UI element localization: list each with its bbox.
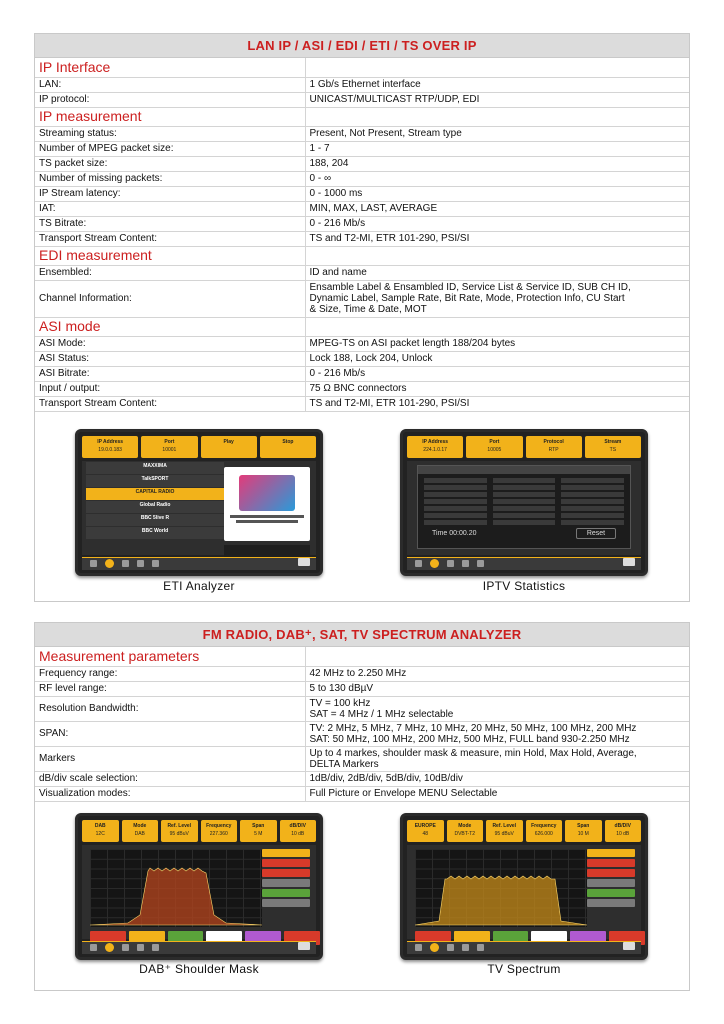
spec-label: dB/div scale selection: bbox=[35, 771, 305, 786]
time-bar bbox=[424, 526, 624, 542]
side-menu-button[interactable] bbox=[587, 869, 635, 877]
spec-value bbox=[305, 696, 689, 721]
section-banner: FM RADIO, DAB⁺, SAT, TV SPECTRUM ANALYZER bbox=[35, 623, 689, 647]
station-logo-image bbox=[224, 467, 310, 541]
side-menu-button[interactable] bbox=[262, 879, 310, 887]
statistic-cell bbox=[424, 513, 487, 518]
device-bottom-bar bbox=[407, 557, 641, 570]
field-value: 95 dBuV bbox=[494, 830, 514, 837]
spec-row bbox=[35, 126, 689, 141]
spec-row bbox=[35, 216, 689, 231]
stream-statistics-dialog bbox=[417, 465, 631, 549]
statistic-cell bbox=[561, 492, 624, 497]
top-bar-field[interactable] bbox=[605, 820, 642, 842]
spec-value-line: Present, Not Present, Stream type bbox=[309, 128, 462, 139]
group-header-row bbox=[35, 107, 689, 126]
field-label: Port bbox=[489, 438, 500, 445]
top-bar-field[interactable] bbox=[565, 820, 602, 842]
spec-label: Channel Information: bbox=[35, 280, 305, 317]
field-label: Frequency bbox=[206, 822, 232, 829]
menu-button[interactable] bbox=[298, 558, 310, 566]
service-name: MAXXIMA bbox=[143, 462, 167, 469]
spec-row bbox=[35, 280, 689, 317]
group-spacer bbox=[305, 246, 689, 265]
spec-label: ASI Bitrate: bbox=[35, 366, 305, 381]
spec-value bbox=[305, 141, 689, 156]
field-value: TS bbox=[609, 446, 617, 453]
device-screen-body bbox=[82, 845, 316, 939]
side-menu bbox=[262, 849, 310, 909]
spec-row bbox=[35, 336, 689, 351]
spec-row bbox=[35, 231, 689, 246]
menu-icon[interactable] bbox=[105, 943, 114, 952]
field-label: dB/DIV bbox=[614, 822, 631, 829]
field-label: Port bbox=[164, 438, 175, 445]
dialog-header bbox=[418, 466, 630, 474]
statistic-cell bbox=[493, 492, 556, 497]
side-menu-button[interactable] bbox=[262, 869, 310, 877]
spec-value bbox=[305, 171, 689, 186]
spec-value-line: Full Picture or Envelope MENU Selectable bbox=[309, 788, 498, 799]
menu-icon[interactable] bbox=[105, 559, 114, 568]
spec-label: ASI Status: bbox=[35, 351, 305, 366]
side-menu-button[interactable] bbox=[587, 879, 635, 887]
field-label: dB/DIV bbox=[289, 822, 306, 829]
top-bar-field[interactable] bbox=[526, 436, 582, 458]
spec-row bbox=[35, 366, 689, 381]
logo-graphic bbox=[239, 475, 295, 511]
statistics-grid bbox=[418, 474, 630, 529]
menu-icon[interactable] bbox=[430, 559, 439, 568]
field-value: 10005 bbox=[487, 446, 502, 453]
service-list bbox=[86, 461, 224, 555]
field-value: 12C bbox=[95, 830, 105, 837]
field-label: Stream bbox=[604, 438, 622, 445]
lan-ip-spec-table bbox=[35, 58, 689, 412]
spectrum-trace bbox=[90, 849, 262, 927]
spec-label: RF level range: bbox=[35, 681, 305, 696]
tv-spectrum-caption: TV Spectrum bbox=[487, 961, 561, 976]
service-name: BBC World bbox=[141, 527, 169, 534]
field-label: Mode bbox=[133, 822, 147, 829]
service-name: TalkSPORT bbox=[141, 475, 169, 482]
spec-label: IP protocol: bbox=[35, 92, 305, 107]
group-title: ASI mode bbox=[35, 317, 305, 336]
spec-value bbox=[305, 396, 689, 411]
spec-row bbox=[35, 265, 689, 280]
top-bar-field[interactable] bbox=[82, 436, 138, 458]
statistic-cell bbox=[424, 485, 487, 490]
top-bar-field[interactable] bbox=[486, 820, 523, 842]
home-icon[interactable] bbox=[90, 560, 97, 567]
reset-label: Reset bbox=[586, 530, 606, 537]
service-list-item[interactable] bbox=[86, 501, 224, 513]
side-menu-button[interactable] bbox=[262, 849, 310, 857]
spec-value-line: TV: 2 MHz, 5 MHz, 7 MHz, 10 MHz, 20 MHz, 50 MHz, 100 MHz, 200 MHz bbox=[309, 722, 637, 734]
device-screen-body bbox=[407, 461, 641, 555]
spec-row bbox=[35, 156, 689, 171]
spec-label: Resolution Bandwidth: bbox=[35, 696, 305, 721]
field-value: 227.360 bbox=[209, 830, 228, 837]
menu-icon[interactable] bbox=[430, 943, 439, 952]
screenshot-gallery bbox=[35, 412, 689, 602]
group-header-row bbox=[35, 58, 689, 77]
spec-value bbox=[305, 77, 689, 92]
spec-row bbox=[35, 141, 689, 156]
side-menu-button[interactable] bbox=[262, 889, 310, 897]
side-menu bbox=[587, 849, 635, 909]
spec-value-line: 0 - 216 Mb/s bbox=[309, 368, 366, 379]
field-value: 10 dB bbox=[616, 830, 630, 837]
spec-value bbox=[305, 666, 689, 681]
menu-icon[interactable] bbox=[477, 560, 484, 567]
spec-label: Number of missing packets: bbox=[35, 171, 305, 186]
side-menu-button[interactable] bbox=[587, 849, 635, 857]
spec-value bbox=[305, 265, 689, 280]
spec-value bbox=[305, 156, 689, 171]
spec-label: IAT: bbox=[35, 201, 305, 216]
service-list-item[interactable] bbox=[86, 475, 224, 487]
spec-label: Visualization modes: bbox=[35, 786, 305, 801]
spec-row bbox=[35, 746, 689, 771]
spec-value-line: 1 - 7 bbox=[309, 143, 330, 154]
field-label: EUROPE bbox=[414, 822, 436, 829]
reset-button[interactable] bbox=[576, 528, 616, 539]
service-list-item[interactable] bbox=[86, 462, 224, 474]
field-label: Stop bbox=[282, 438, 294, 445]
spec-value-line: 1dB/div, 2dB/div, 5dB/div, 10dB/div bbox=[309, 773, 463, 784]
menu-icon[interactable] bbox=[462, 560, 469, 567]
side-menu-button[interactable] bbox=[262, 899, 310, 907]
spec-value bbox=[305, 746, 689, 771]
spec-row bbox=[35, 786, 689, 801]
group-spacer bbox=[305, 107, 689, 126]
device-bottom-bar bbox=[82, 557, 316, 570]
spec-row bbox=[35, 696, 689, 721]
field-value: 224.1.0.17 bbox=[423, 446, 447, 453]
group-title: EDI measurement bbox=[35, 246, 305, 265]
spec-value-line: TS and T2-MI, ETR 101-290, PSI/SI bbox=[309, 233, 470, 244]
menu-icon[interactable] bbox=[137, 560, 144, 567]
spec-label: Markers bbox=[35, 746, 305, 771]
spec-value-line: Up to 4 markes, shoulder mask & measure, min Hold, Max Hold, Average, bbox=[309, 747, 637, 759]
spec-label: Transport Stream Content: bbox=[35, 396, 305, 411]
spec-label: Input / output: bbox=[35, 381, 305, 396]
menu-icon[interactable] bbox=[477, 944, 484, 951]
spectrum-spec-table bbox=[35, 647, 689, 802]
spec-value bbox=[305, 186, 689, 201]
spec-value-line: 42 MHz to 2.250 MHz bbox=[309, 668, 407, 679]
spec-value bbox=[305, 721, 689, 746]
group-title: IP Interface bbox=[35, 58, 305, 77]
device-screen-body bbox=[407, 845, 641, 939]
promo-text-line bbox=[236, 520, 298, 523]
spec-label: ASI Mode: bbox=[35, 336, 305, 351]
spec-value-line: & Size, Time & Date, MOT bbox=[309, 304, 427, 315]
eti-analyzer-screenshot bbox=[75, 429, 323, 576]
spec-value-line: 188, 204 bbox=[309, 158, 349, 169]
spec-value-line: 0 - 1000 ms bbox=[309, 188, 363, 199]
iptv-statistics-screenshot bbox=[400, 429, 648, 576]
spec-value bbox=[305, 92, 689, 107]
menu-icon[interactable] bbox=[152, 944, 159, 951]
spec-label: Number of MPEG packet size: bbox=[35, 141, 305, 156]
field-label: Ref. Level bbox=[492, 822, 517, 829]
spec-value-line: SAT: 50 MHz, 100 MHz, 200 MHz, 500 MHz, FULL band 930-2.250 MHz bbox=[309, 733, 630, 745]
spec-row bbox=[35, 721, 689, 746]
service-list-item[interactable] bbox=[86, 488, 224, 500]
spectrum-analyzer-section bbox=[34, 622, 690, 991]
spec-value-line: Ensamble Label & Ensambled ID, Service List & Service ID, SUB CH ID, bbox=[309, 282, 631, 293]
field-value: DAB bbox=[134, 830, 145, 837]
top-bar-field[interactable] bbox=[122, 820, 159, 842]
spec-value-line: 75 Ω BNC connectors bbox=[309, 383, 407, 394]
spec-value bbox=[305, 336, 689, 351]
top-bar-field[interactable] bbox=[201, 820, 238, 842]
spec-value bbox=[305, 280, 689, 317]
spec-value-line: Lock 188, Lock 204, Unlock bbox=[309, 353, 433, 364]
spec-value-line: 0 - ∞ bbox=[309, 173, 332, 184]
spec-label: SPAN: bbox=[35, 721, 305, 746]
home-icon[interactable] bbox=[415, 944, 422, 951]
menu-icon[interactable] bbox=[137, 944, 144, 951]
menu-icon[interactable] bbox=[122, 944, 129, 951]
spec-value bbox=[305, 231, 689, 246]
field-value: 10 M bbox=[577, 830, 589, 837]
service-name: BBC 5live R bbox=[140, 514, 170, 521]
spec-value bbox=[305, 366, 689, 381]
menu-icon[interactable] bbox=[447, 560, 454, 567]
device-screen-body bbox=[82, 461, 316, 555]
eti-analyzer-caption: ETI Analyzer bbox=[163, 578, 235, 593]
side-menu-button[interactable] bbox=[262, 859, 310, 867]
spec-row bbox=[35, 681, 689, 696]
menu-icon[interactable] bbox=[462, 944, 469, 951]
field-value: 5 M bbox=[254, 830, 263, 837]
home-icon[interactable] bbox=[415, 560, 422, 567]
field-label: DAB bbox=[94, 822, 106, 829]
field-label: Mode bbox=[458, 822, 472, 829]
menu-button[interactable] bbox=[298, 942, 310, 950]
spec-value-line: ID and name bbox=[309, 267, 367, 278]
menu-icon[interactable] bbox=[122, 560, 129, 567]
home-icon[interactable] bbox=[90, 944, 97, 951]
spec-row bbox=[35, 77, 689, 92]
statistic-cell bbox=[424, 492, 487, 497]
device-top-bar bbox=[82, 436, 316, 458]
statistic-cell bbox=[561, 520, 624, 525]
field-value: 10 dB bbox=[291, 830, 305, 837]
field-value: 19.0.0.183 bbox=[98, 446, 122, 453]
field-value: 10001 bbox=[162, 446, 177, 453]
spec-row bbox=[35, 381, 689, 396]
spec-value-line: DELTA Markers bbox=[309, 758, 379, 770]
menu-button[interactable] bbox=[623, 942, 635, 950]
menu-button[interactable] bbox=[623, 558, 635, 566]
spec-value bbox=[305, 786, 689, 801]
spec-label: TS Bitrate: bbox=[35, 216, 305, 231]
field-label: Ref. Level bbox=[167, 822, 192, 829]
statistic-cell bbox=[493, 520, 556, 525]
spec-row bbox=[35, 171, 689, 186]
menu-icon[interactable] bbox=[447, 944, 454, 951]
device-top-bar bbox=[407, 436, 641, 458]
statistic-cell bbox=[424, 499, 487, 504]
spec-row bbox=[35, 201, 689, 216]
service-list-item[interactable] bbox=[86, 527, 224, 539]
side-menu-button[interactable] bbox=[587, 889, 635, 897]
top-bar-field[interactable] bbox=[260, 436, 316, 458]
spec-value bbox=[305, 381, 689, 396]
spec-row bbox=[35, 92, 689, 107]
field-label: Frequency bbox=[531, 822, 557, 829]
top-bar-field[interactable] bbox=[82, 820, 119, 842]
statistic-cell bbox=[561, 478, 624, 483]
field-label: IP Address bbox=[97, 438, 124, 445]
group-spacer bbox=[305, 317, 689, 336]
menu-icon[interactable] bbox=[152, 560, 159, 567]
spec-value bbox=[305, 201, 689, 216]
top-bar-field[interactable] bbox=[585, 436, 641, 458]
spec-row bbox=[35, 771, 689, 786]
device-bottom-bar bbox=[407, 941, 641, 954]
spectrum-trace bbox=[415, 849, 587, 927]
spec-value-line: 0 - 216 Mb/s bbox=[309, 218, 366, 229]
statistic-cell bbox=[561, 513, 624, 518]
spec-value bbox=[305, 216, 689, 231]
spec-label: IP Stream latency: bbox=[35, 186, 305, 201]
field-label: Play bbox=[223, 438, 234, 445]
group-spacer bbox=[305, 647, 689, 666]
statistic-cell bbox=[561, 485, 624, 490]
top-bar-field[interactable] bbox=[447, 820, 484, 842]
spec-row bbox=[35, 186, 689, 201]
dab-shoulder-mask-caption: DAB⁺ Shoulder Mask bbox=[139, 961, 259, 976]
side-menu-button[interactable] bbox=[587, 899, 635, 907]
top-bar-field[interactable] bbox=[407, 436, 463, 458]
spec-value-line: TV = 100 kHz bbox=[309, 697, 371, 709]
service-name: Global Radio bbox=[139, 501, 171, 508]
device-top-bar bbox=[82, 820, 316, 842]
spec-row bbox=[35, 396, 689, 411]
spec-value-line: TS and T2-MI, ETR 101-290, PSI/SI bbox=[309, 398, 470, 409]
spec-value bbox=[305, 126, 689, 141]
field-label: Protocol bbox=[543, 438, 564, 445]
spectrum-plot bbox=[90, 849, 262, 927]
side-menu-button[interactable] bbox=[587, 859, 635, 867]
spec-row bbox=[35, 351, 689, 366]
statistic-cell bbox=[561, 506, 624, 511]
spec-value-line: Dynamic Label, Sample Rate, Bit Rate, Mode, Protection Info, CU Start bbox=[309, 293, 625, 304]
statistic-cell bbox=[561, 499, 624, 504]
tv-spectrum-screenshot bbox=[400, 813, 648, 960]
promo-text-line bbox=[230, 515, 304, 518]
top-bar-field[interactable] bbox=[161, 820, 198, 842]
device-bottom-bar bbox=[82, 941, 316, 954]
section-banner: LAN IP / ASI / EDI / ETI / TS OVER IP bbox=[35, 34, 689, 58]
field-value: 95 dBuV bbox=[169, 830, 189, 837]
top-bar-field[interactable] bbox=[141, 436, 197, 458]
statistic-cell bbox=[493, 506, 556, 511]
statistic-cell bbox=[424, 520, 487, 525]
screenshot-gallery bbox=[35, 802, 689, 980]
field-label: Span bbox=[252, 822, 265, 829]
spec-label: Transport Stream Content: bbox=[35, 231, 305, 246]
spectrum-envelope bbox=[415, 876, 587, 925]
spec-value-line: 1 Gb/s Ethernet interface bbox=[309, 79, 421, 90]
service-list-item[interactable] bbox=[86, 514, 224, 526]
group-header-row bbox=[35, 246, 689, 265]
spec-value-line: MIN, MAX, LAST, AVERAGE bbox=[309, 203, 438, 214]
statistic-cell bbox=[493, 499, 556, 504]
statistic-cell bbox=[493, 478, 556, 483]
spec-label: Ensembled: bbox=[35, 265, 305, 280]
field-value: RTP bbox=[548, 446, 559, 453]
lan-ip-section bbox=[34, 33, 690, 602]
spec-value bbox=[305, 351, 689, 366]
spec-value-line: SAT = 4 MHz / 1 MHz selectable bbox=[309, 708, 454, 720]
spec-value-line: UNICAST/MULTICAST RTP/UDP, EDI bbox=[309, 94, 480, 105]
device-top-bar bbox=[407, 820, 641, 842]
group-title: Measurement parameters bbox=[35, 647, 305, 666]
statistic-cell bbox=[424, 506, 487, 511]
top-bar-field[interactable] bbox=[526, 820, 563, 842]
iptv-statistics-caption: IPTV Statistics bbox=[482, 578, 566, 593]
top-bar-field[interactable] bbox=[240, 820, 277, 842]
spec-value-line: 5 to 130 dBµV bbox=[309, 683, 374, 694]
spec-value bbox=[305, 771, 689, 786]
field-value: 626.000 bbox=[534, 830, 553, 837]
spec-label: TS packet size: bbox=[35, 156, 305, 171]
top-bar-field[interactable] bbox=[466, 436, 522, 458]
field-value: 48 bbox=[422, 830, 429, 837]
spectrum-plot bbox=[415, 849, 587, 927]
spec-label: LAN: bbox=[35, 77, 305, 92]
spec-row bbox=[35, 666, 689, 681]
group-header-row bbox=[35, 317, 689, 336]
top-bar-field[interactable] bbox=[201, 436, 257, 458]
field-value: DVBT-T2 bbox=[454, 830, 476, 837]
spectrum-envelope bbox=[90, 868, 262, 925]
statistic-cell bbox=[493, 485, 556, 490]
elapsed-time: Time 00:00.20 bbox=[432, 530, 477, 537]
statistic-cell bbox=[493, 513, 556, 518]
group-spacer bbox=[305, 58, 689, 77]
group-header-row bbox=[35, 647, 689, 666]
field-label: Span bbox=[577, 822, 590, 829]
service-name: CAPITAL RADIO bbox=[135, 488, 175, 495]
spec-value-line: MPEG-TS on ASI packet length 188/204 bytes bbox=[309, 338, 516, 349]
spec-label: Streaming status: bbox=[35, 126, 305, 141]
dab-shoulder-mask-screenshot bbox=[75, 813, 323, 960]
top-bar-field[interactable] bbox=[280, 820, 317, 842]
spec-label: Frequency range: bbox=[35, 666, 305, 681]
statistic-cell bbox=[424, 478, 487, 483]
group-title: IP measurement bbox=[35, 107, 305, 126]
spec-value bbox=[305, 681, 689, 696]
field-label: IP Address bbox=[422, 438, 449, 445]
top-bar-field[interactable] bbox=[407, 820, 444, 842]
